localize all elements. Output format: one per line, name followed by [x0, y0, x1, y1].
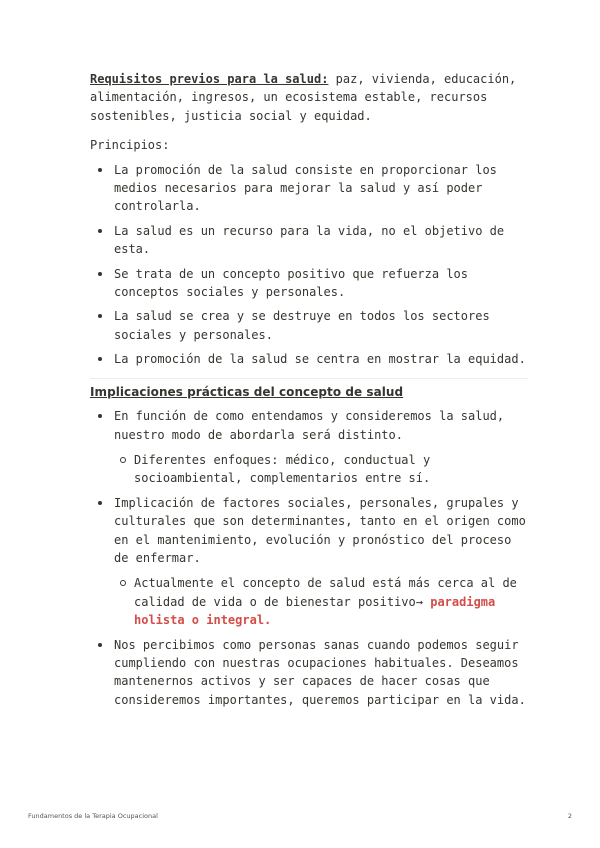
section-divider [90, 378, 528, 379]
principios-label: Principios: [90, 138, 170, 153]
sub-list-item-text: Actualmente el concepto de salud está más cerca al de calidad de vida o de bienestar positivo→ [134, 576, 517, 609]
requisitos-text: paz, vivienda, educación, alimentación, ingresos, un ecosistema estable, recursos sostenibles, justicia social y equidad. [90, 72, 517, 123]
implicaciones-list [90, 407, 530, 709]
page-number: 2 [567, 812, 572, 820]
footer-title: Fundamentos de la Terapia Ocupacional [28, 812, 158, 820]
sub-list [114, 574, 530, 629]
list-item: La salud es un recurso para la vida, no el objetivo de esta. [90, 222, 530, 259]
list-item [90, 494, 530, 630]
list-item: La promoción de la salud se centra en mostrar la equidad. [90, 350, 530, 368]
list-item [90, 407, 530, 488]
requisitos-title: Requisitos previos para la salud: [90, 72, 329, 86]
list-item-text: En función de como entendamos y consideremos la salud, nuestro modo de abordarla será distinto. [114, 409, 505, 442]
highlight-text: paradigma holista o integral. [134, 594, 496, 628]
list-item: Se trata de un concepto positivo que refuerza los conceptos sociales y personales. [90, 265, 530, 302]
requisitos-paragraph [90, 70, 530, 125]
list-item: La promoción de la salud consiste en proporcionar los medios necesarios para mejorar la salud y así poder controlarla. [90, 161, 530, 216]
sub-list-item [114, 574, 530, 629]
sub-list [114, 451, 530, 488]
implicaciones-heading: Implicaciones prácticas del concepto de salud [90, 384, 404, 399]
page-content [90, 70, 530, 715]
list-item: Nos percibimos como personas sanas cuando podemos seguir cumpliendo con nuestras ocupaciones habituales. Deseamos mantenernos activos y ser capaces de hacer cosas que consideremos importantes, queremos participar en la vida. [90, 636, 530, 710]
list-item-text: Implicación de factores sociales, personales, grupales y culturales que son determinantes, tanto en el origen como en el mantenimiento, evolución y pronóstico del proceso de enfermar. [114, 495, 526, 565]
sub-list-item: Diferentes enfoques: médico, conductual y socioambiental, complementarios entre sí. [114, 451, 530, 488]
list-item: La salud se crea y se destruye en todos los sectores sociales y personales. [90, 307, 530, 344]
principios-list [90, 161, 530, 369]
